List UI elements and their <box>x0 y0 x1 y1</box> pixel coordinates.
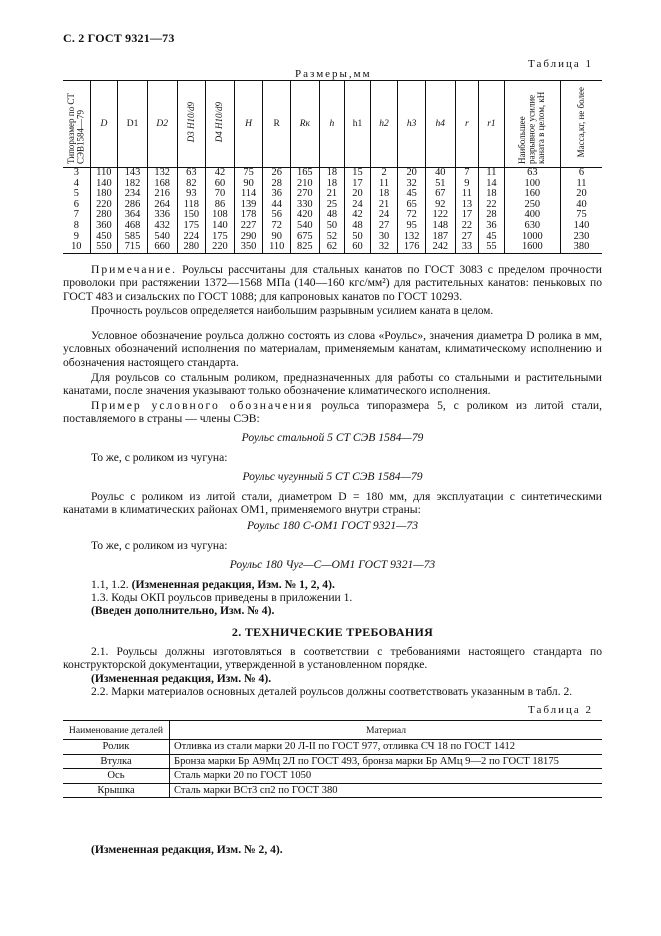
col-h: h <box>319 81 345 168</box>
table1-cell: 270 <box>291 189 320 200</box>
table1-caption: Таблица 1 <box>528 58 594 70</box>
table1-cell: 234 <box>118 189 148 200</box>
table2-material-cell: Бронза марки Бр А9Мц 2Л по ГОСТ 493, бронза марки Бр АМц 9—2 по ГОСТ 18175 <box>170 754 603 769</box>
table1-cell: 52 <box>319 232 345 243</box>
table1-cell: 45 <box>398 189 426 200</box>
table1-cell: 17 <box>345 179 371 190</box>
table1-cell: 11 <box>370 179 398 190</box>
page-header: С. 2 ГОСТ 9321—73 <box>63 31 175 45</box>
table1-cell: 468 <box>118 221 148 232</box>
table2-material-cell: Сталь марки ВСт3 сп2 по ГОСТ 380 <box>170 783 603 798</box>
table1-cell: 175 <box>177 221 206 232</box>
modification-2: (Измененная редакция, Изм. № 4). <box>91 672 272 685</box>
same-cast-iron-1: То же, с роликом из чугуна: <box>91 451 228 464</box>
table1-header-row <box>63 81 602 168</box>
paragraph-example <box>63 399 602 426</box>
table1-cell: 110 <box>90 168 118 179</box>
table1-cell: 715 <box>118 242 148 253</box>
table1-cell: 450 <box>90 232 118 243</box>
table1-cell: 32 <box>398 179 426 190</box>
table1-cell: 7 <box>73 209 79 221</box>
table1-cell: 67 <box>425 189 455 200</box>
table1-cell: 90 <box>234 179 263 190</box>
table1-cell: 22 <box>455 221 479 232</box>
table1-cell: 20 <box>345 189 371 200</box>
table1-cell: 242 <box>425 242 455 253</box>
table1-cell: 675 <box>291 232 320 243</box>
table1-dims-label: Размеры,мм <box>295 68 372 80</box>
table1-cell: 140 <box>206 221 235 232</box>
table1-cell: 15 <box>345 168 371 179</box>
note-text: Роульсы рассчитаны для стальных канатов по ГОСТ 3083 с пределом прочности проволоки при растяжении 1372—1568 МПа (140—160 кгс/мм²) для растительных канатов: пеньковых по ГОСТ 483 и сизальских по ГОСТ 1088; для капроновых канатов по ГОСТ 10293. <box>63 263 602 303</box>
table1-cell: 62 <box>319 242 345 253</box>
table1-cell: 95 <box>398 221 426 232</box>
table1-cell: 148 <box>425 221 455 232</box>
table1-cell: 143 <box>118 168 148 179</box>
mod1-num: 1.1, 1.2. <box>91 578 129 591</box>
table1-cell: 42 <box>345 210 371 221</box>
table1-cell: 28 <box>263 179 291 190</box>
table2-part-cell: Крышка <box>63 783 170 798</box>
table1-cell: 11 <box>560 179 602 190</box>
table1-cell: 630 <box>504 221 560 232</box>
table1-cell: 220 <box>206 242 235 253</box>
table1-cell: 50 <box>345 232 371 243</box>
table1-cell: 56 <box>263 210 291 221</box>
table2-header-row <box>63 721 602 740</box>
table1-cell: 26 <box>263 168 291 179</box>
paragraph-synthetic: Роульс с роликом из литой стали, диаметром D = 180 мм, для эксплуатации с синтетическими канатами в климатических районах ОМ1, применяемого внутри страны: <box>63 490 602 517</box>
table2-materials <box>63 720 602 798</box>
table1-cell: 24 <box>370 210 398 221</box>
example-2: Роульс чугунный 5 СТ СЭВ 1584—79 <box>242 470 423 483</box>
table1-cell: 18 <box>370 189 398 200</box>
paragraph-2-1: 2.1. Роульсы должны изготовляться в соответствии с требованиями настоящего стандарта по конструкторской документации, утвержденной в установленном порядке. <box>63 645 602 672</box>
example-4: Роульс 180 Чуг—С—ОМ1 ГОСТ 9321—73 <box>229 558 436 571</box>
table1-row <box>63 221 602 232</box>
paragraph-okp: 1.3. Коды ОКП роульсов приведены в приложении 1. <box>91 591 353 604</box>
table1-cell: 108 <box>206 210 235 221</box>
table1-cell: 55 <box>479 242 505 253</box>
table1-cell: 27 <box>370 221 398 232</box>
table1-cell: 60 <box>206 179 235 190</box>
col-d2: D2 <box>147 81 177 168</box>
table1-cell: 540 <box>291 221 320 232</box>
table1-cell: 4 <box>73 177 79 189</box>
table1-dimensions <box>63 80 602 254</box>
table1-body <box>63 168 602 254</box>
example-3: Роульс 180 С-ОМ1 ГОСТ 9321—73 <box>246 519 419 532</box>
table1-cell: 27 <box>455 232 479 243</box>
table1-cell: 264 <box>147 200 177 211</box>
table1-cell: 17 <box>455 210 479 221</box>
table1-cell: 1000 <box>504 232 560 243</box>
table1-cell: 176 <box>398 242 426 253</box>
table2-row <box>63 754 602 769</box>
table1-cell: 22 <box>479 200 505 211</box>
table1-cell: 45 <box>479 232 505 243</box>
note-label: Примечание. <box>91 263 177 276</box>
table1-cell: 100 <box>504 179 560 190</box>
table1-cell: 360 <box>90 221 118 232</box>
table1-cell: 1600 <box>504 242 560 253</box>
table1-cell: 11 <box>479 168 505 179</box>
table1-cell: 65 <box>398 200 426 211</box>
table1-cell: 140 <box>560 221 602 232</box>
table2-row <box>63 769 602 784</box>
col-part: Наименование деталей <box>63 721 170 740</box>
table1-cell: 2 <box>370 168 398 179</box>
table1-cell: 40 <box>560 200 602 211</box>
table1-cell: 14 <box>479 179 505 190</box>
paragraph-2-2: 2.2. Марки материалов основных деталей роульсов должны соответствовать указанным в табл. 2. <box>91 685 573 698</box>
table1-cell: 114 <box>234 189 263 200</box>
table1-cell: 210 <box>291 179 320 190</box>
table1-cell: 11 <box>455 189 479 200</box>
table1-cell: 290 <box>234 232 263 243</box>
table1-cell: 6 <box>73 198 79 210</box>
modification-3: (Измененная редакция, Изм. № 2, 4). <box>91 843 283 856</box>
table1-cell: 28 <box>479 210 505 221</box>
table1-cell: 139 <box>234 200 263 211</box>
table1-cell: 364 <box>118 210 148 221</box>
section-heading-technical: 2. ТЕХНИЧЕСКИЕ ТРЕБОВАНИЯ <box>231 625 434 639</box>
table1-cell: 92 <box>425 200 455 211</box>
table1-row <box>63 168 602 179</box>
table1-cell: 330 <box>291 200 320 211</box>
table1-cell: 230 <box>560 232 602 243</box>
table1-cell: 72 <box>263 221 291 232</box>
table2-material-cell: Сталь марки 20 по ГОСТ 1050 <box>170 769 603 784</box>
table2-caption: Таблица 2 <box>528 704 594 716</box>
table1-cell: 178 <box>234 210 263 221</box>
table1-cell: 25 <box>319 200 345 211</box>
table1-cell: 44 <box>263 200 291 211</box>
same-cast-iron-2: То же, с роликом из чугуна: <box>91 539 228 552</box>
table1-cell: 40 <box>425 168 455 179</box>
table1-cell: 122 <box>425 210 455 221</box>
table1-cell: 180 <box>90 189 118 200</box>
table1-cell: 280 <box>177 242 206 253</box>
col-mass: Масса,кг, не более <box>560 81 602 168</box>
paragraph-designation: Условное обозначение роульса должно состоять из слова «Роульс», значения диаметра D ролика в мм, условных обозначений исполнения по материалам, применяемым канатам, климатическому исполнению и обозначения настоящего стандарта. <box>63 329 602 369</box>
table1-cell: 36 <box>479 221 505 232</box>
table1-cell: 50 <box>319 221 345 232</box>
table1-cell: 3 <box>73 167 79 178</box>
table1-cell: 187 <box>425 232 455 243</box>
table1-cell: 72 <box>398 210 426 221</box>
table2-row <box>63 740 602 755</box>
table1-cell: 585 <box>118 232 148 243</box>
table1-cell: 18 <box>479 189 505 200</box>
table1-cell: 63 <box>177 168 206 179</box>
col-rk: Rк <box>291 81 320 168</box>
table1-cell: 75 <box>560 210 602 221</box>
col-h-upper: H <box>234 81 263 168</box>
col-r1: r1 <box>479 81 505 168</box>
table1-cell: 8 <box>73 219 79 231</box>
table1-cell: 48 <box>345 221 371 232</box>
table2-part-cell: Ось <box>63 769 170 784</box>
table1-cell: 70 <box>206 189 235 200</box>
table1-cell: 42 <box>206 168 235 179</box>
col-h1: h1 <box>345 81 371 168</box>
table1-cell: 336 <box>147 210 177 221</box>
table1-cell: 63 <box>504 168 560 179</box>
col-d3: D3 H10/d9 <box>177 81 206 168</box>
table1-row <box>63 242 602 253</box>
col-breaking-force: Наибольшее разрывное усилие каната в целом, кН <box>504 81 560 168</box>
table1-cell: 48 <box>319 210 345 221</box>
table1-cell: 51 <box>425 179 455 190</box>
added-note: (Введен дополнительно, Изм. № 4). <box>91 604 275 617</box>
col-d: D <box>90 81 118 168</box>
table1-cell: 21 <box>319 189 345 200</box>
table1-cell: 350 <box>234 242 263 253</box>
table1-cell: 224 <box>177 232 206 243</box>
table1-cell: 182 <box>118 179 148 190</box>
mod12 <box>91 578 601 591</box>
table1-cell: 30 <box>370 232 398 243</box>
table1-cell: 227 <box>234 221 263 232</box>
table1-cell: 132 <box>398 232 426 243</box>
example-1: Роульс стальной 5 СТ СЭВ 1584—79 <box>241 431 424 444</box>
table1-cell: 18 <box>319 179 345 190</box>
table2-body <box>63 740 602 798</box>
table1-cell: 24 <box>345 200 371 211</box>
paragraph-steel-roller: Для роульсов со стальным роликом, предназначенных для работы со стальными и растительными канатами, после значения указывают только обозначение климатического исполнения. <box>63 371 602 398</box>
table1-cell: 168 <box>147 179 177 190</box>
table1-cell: 10 <box>63 242 90 253</box>
table2-part-cell: Ролик <box>63 740 170 755</box>
table1-cell: 75 <box>234 168 263 179</box>
table1-cell: 110 <box>263 242 291 253</box>
table1-cell: 20 <box>560 189 602 200</box>
mod1-text: (Измененная редакция, Изм. № 1, 2, 4). <box>128 578 335 591</box>
table1-cell: 160 <box>504 189 560 200</box>
table1-cell: 420 <box>291 210 320 221</box>
col-h3: h3 <box>398 81 426 168</box>
table1-cell: 286 <box>118 200 148 211</box>
table1-cell: 32 <box>370 242 398 253</box>
table1-cell: 380 <box>560 242 602 253</box>
example-label: Пример условного обозначения <box>91 399 314 412</box>
table2-part-cell: Втулка <box>63 754 170 769</box>
table1-cell: 550 <box>90 242 118 253</box>
col-size-type: Типоразмер по СТ СЭВ1584—79 <box>63 81 90 168</box>
col-r: r <box>455 81 479 168</box>
table1-cell: 140 <box>90 179 118 190</box>
table1-cell: 216 <box>147 189 177 200</box>
table1-cell: 60 <box>345 242 371 253</box>
table1-cell: 82 <box>177 179 206 190</box>
table1-cell: 9 <box>455 179 479 190</box>
table1-cell: 400 <box>504 210 560 221</box>
table1-cell: 13 <box>455 200 479 211</box>
table1-cell: 165 <box>291 168 320 179</box>
table1-cell: 86 <box>206 200 235 211</box>
table1-cell: 118 <box>177 200 206 211</box>
table1-cell: 280 <box>90 210 118 221</box>
table1-cell: 21 <box>370 200 398 211</box>
table1-cell: 33 <box>455 242 479 253</box>
table1-cell: 18 <box>319 168 345 179</box>
table2-row <box>63 783 602 798</box>
table1-cell: 93 <box>177 189 206 200</box>
note-block <box>63 263 602 303</box>
table1-cell: 220 <box>90 200 118 211</box>
example-text: роульса типоразмера 5, с роликом из литой стали, поставляемого в страны — члены СЭВ: <box>63 399 602 426</box>
col-h4: h4 <box>425 81 455 168</box>
table1-cell: 6 <box>560 168 602 179</box>
table1-cell: 132 <box>147 168 177 179</box>
table1-cell: 90 <box>263 232 291 243</box>
table1-cell: 825 <box>291 242 320 253</box>
table1-cell: 250 <box>504 200 560 211</box>
table1-cell: 432 <box>147 221 177 232</box>
table1-cell: 540 <box>147 232 177 243</box>
table2-material-cell: Отливка из стали марки 20 Л-II по ГОСТ 977, отливка СЧ 18 по ГОСТ 1412 <box>170 740 603 755</box>
table1-cell: 36 <box>263 189 291 200</box>
table1-cell: 7 <box>455 168 479 179</box>
table1-cell: 660 <box>147 242 177 253</box>
note-strength: Прочность роульсов определяется наибольшим разрывным усилием каната в целом. <box>91 305 494 317</box>
table1-cell: 9 <box>73 230 79 242</box>
col-d1: D1 <box>118 81 148 168</box>
table1-cell: 175 <box>206 232 235 243</box>
col-d4: D4 H10/d9 <box>206 81 235 168</box>
col-r-upper: R <box>263 81 291 168</box>
table1-cell: 5 <box>73 188 79 200</box>
col-material: Материал <box>170 721 603 740</box>
col-h2: h2 <box>370 81 398 168</box>
table1-cell: 20 <box>398 168 426 179</box>
table1-cell: 150 <box>177 210 206 221</box>
